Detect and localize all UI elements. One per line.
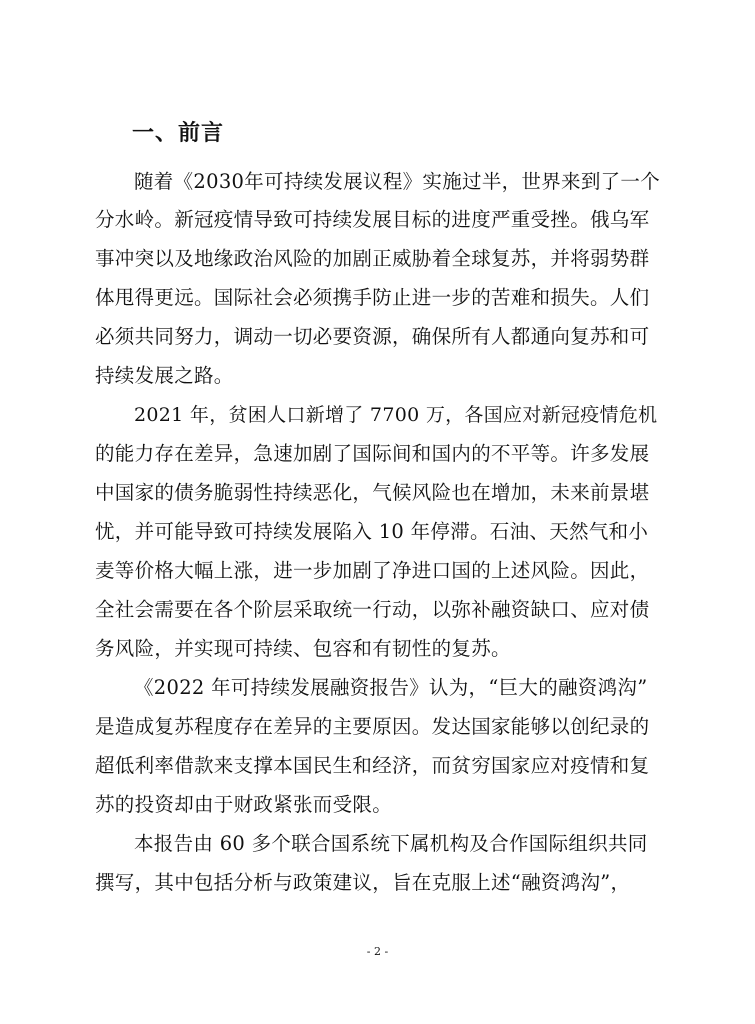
paragraph-3-line-3: 超低利率借款来支撑本国民生和经济，而贫穷国家应对疫情和复: [95, 754, 650, 777]
paragraph-2-line-4: 忧，并可能导致可持续发展陷入 10 年停滞。石油、天然气和小: [95, 520, 649, 543]
paragraph-1-line-4: 体甩得更远。国际社会必须携手防止进一步的苦难和损失。人们: [95, 286, 650, 309]
paragraph-1-line-6: 持续发展之路。: [95, 364, 234, 387]
paragraph-2-line-1: 2021 年，贫困人口新增了 7700 万，各国应对新冠疫情危机: [134, 404, 658, 426]
paragraph-2-line-7: 务风险，并实现可持续、包容和有韧性的复苏。: [95, 637, 511, 660]
paragraph-4-line-1: 本报告由 60 多个联合国系统下属机构及合作国际组织共同: [134, 832, 648, 855]
paragraph-2-line-5: 麦等价格大幅上涨，进一步加剧了净进口国的上述风险。因此，: [95, 559, 650, 582]
section-heading: 一、前言: [132, 121, 225, 146]
paragraph-1-line-1: 随着《2030年可持续发展议程》实施过半，世界来到了一个: [134, 170, 661, 193]
page-number: - 2 -: [366, 945, 389, 958]
paragraph-1-line-5: 必须共同努力，调动一切必要资源，确保所有人都通向复苏和可: [95, 325, 650, 348]
paragraph-3-line-1: 《2022 年可持续发展融资报告》认为，“巨大的融资鸿沟”: [134, 676, 648, 699]
paragraph-2-line-2: 的能力存在差异，急速加剧了国际间和国内的不平等。许多发展: [95, 442, 650, 465]
paragraph-3-line-4: 苏的投资却由于财政紧张而受限。: [95, 793, 393, 816]
paragraph-2-line-3: 中国家的债务脆弱性持续恶化，气候风险也在增加，未来前景堪: [95, 481, 650, 504]
paragraph-1-line-3: 事冲突以及地缘政治风险的加剧正威胁着全球复苏，并将弱势群: [95, 247, 650, 270]
paragraph-2-line-6: 全社会需要在各个阶层采取统一行动，以弥补融资缺口、应对债: [95, 598, 650, 621]
paragraph-3-line-2: 是造成复苏程度存在差异的主要原因。发达国家能够以创纪录的: [95, 715, 650, 738]
paragraph-4-line-2: 撰写，其中包括分析与政策建议，旨在克服上述“融资鸿沟”，: [95, 871, 631, 894]
paragraph-1-line-2: 分水岭。新冠疫情导致可持续发展目标的进度严重受挫。俄乌军: [95, 208, 650, 231]
